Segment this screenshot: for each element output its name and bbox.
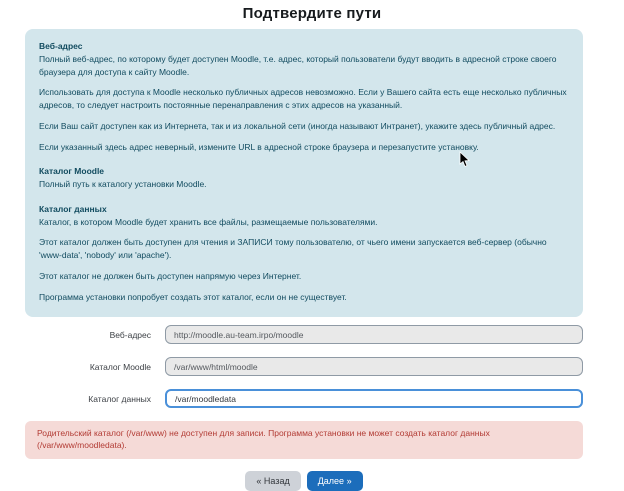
info-para-data-dir-3: Этот каталог не должен быть доступен напрямую через Интернет. [39, 270, 302, 281]
info-para-data-dir-4: Программа установки попробует создать этот каталог, если он не существует. [39, 291, 347, 302]
info-para-web-address-4: Если указанный здесь адрес неверный, измените URL в адресной строке браузера и перезапустите установку. [39, 141, 479, 152]
info-para-web-address-2: Использовать для доступа к Moodle несколько публичных адресов невозможно. Если у Вашего сайта есть еще несколько публичных адресов, то следует настроить постоянные перенаправления с этих адресов на указанный. [39, 87, 567, 110]
next-button[interactable]: Далее » [307, 471, 363, 491]
info-heading-web-address: Веб-адрес [39, 41, 83, 51]
main-container [25, 29, 583, 491]
error-message: Родительский каталог (/var/www) не доступен для записи. Программа установки не может создать каталог данных (/var/www/moodledata). [37, 428, 490, 450]
paths-form [25, 325, 583, 408]
back-button[interactable]: « Назад [245, 471, 300, 491]
info-para-data-dir-1: Каталог, в котором Moodle будет хранить все файлы, размещаемые пользователями. [39, 216, 378, 227]
info-box [25, 29, 583, 317]
page-title: Подтвердите пути [242, 5, 382, 22]
error-alert [25, 421, 583, 459]
form-row-web-address [25, 325, 583, 344]
data-dir-input[interactable] [165, 389, 583, 408]
info-heading-moodle-dir: Каталог Moodle [39, 166, 105, 177]
web-address-input[interactable] [165, 325, 583, 344]
moodle-dir-label: Каталог Moodle [89, 361, 151, 372]
form-row-data-dir [25, 389, 583, 408]
info-heading-data-dir: Каталог данных [39, 203, 107, 214]
info-para-web-address-1: Полный веб-адрес, по которому будет доступен Moodle, т.е. адрес, который пользователи будут вводить в адресной строке своего браузера для доступа к сайту Moodle. [39, 53, 557, 77]
data-dir-label: Каталог данных [88, 393, 151, 404]
web-address-label: Веб-адрес [109, 329, 151, 340]
info-para-moodle-dir: Полный путь к каталогу установки Moodle. [39, 179, 207, 189]
form-row-moodle-dir [25, 357, 583, 376]
info-para-data-dir-2: Этот каталог должен быть доступен для чтения и ЗАПИСИ тому пользователю, от чьего имени запускается веб-сервер (обычно 'www-data', 'nobody' или 'apache'). [39, 237, 547, 260]
wizard-buttons [25, 471, 583, 491]
moodle-dir-input[interactable] [165, 357, 583, 376]
info-para-web-address-3: Если Ваш сайт доступен как из Интернета, так и из локальной сети (иногда называют Интранет), укажите здесь публичный адрес. [39, 120, 556, 131]
